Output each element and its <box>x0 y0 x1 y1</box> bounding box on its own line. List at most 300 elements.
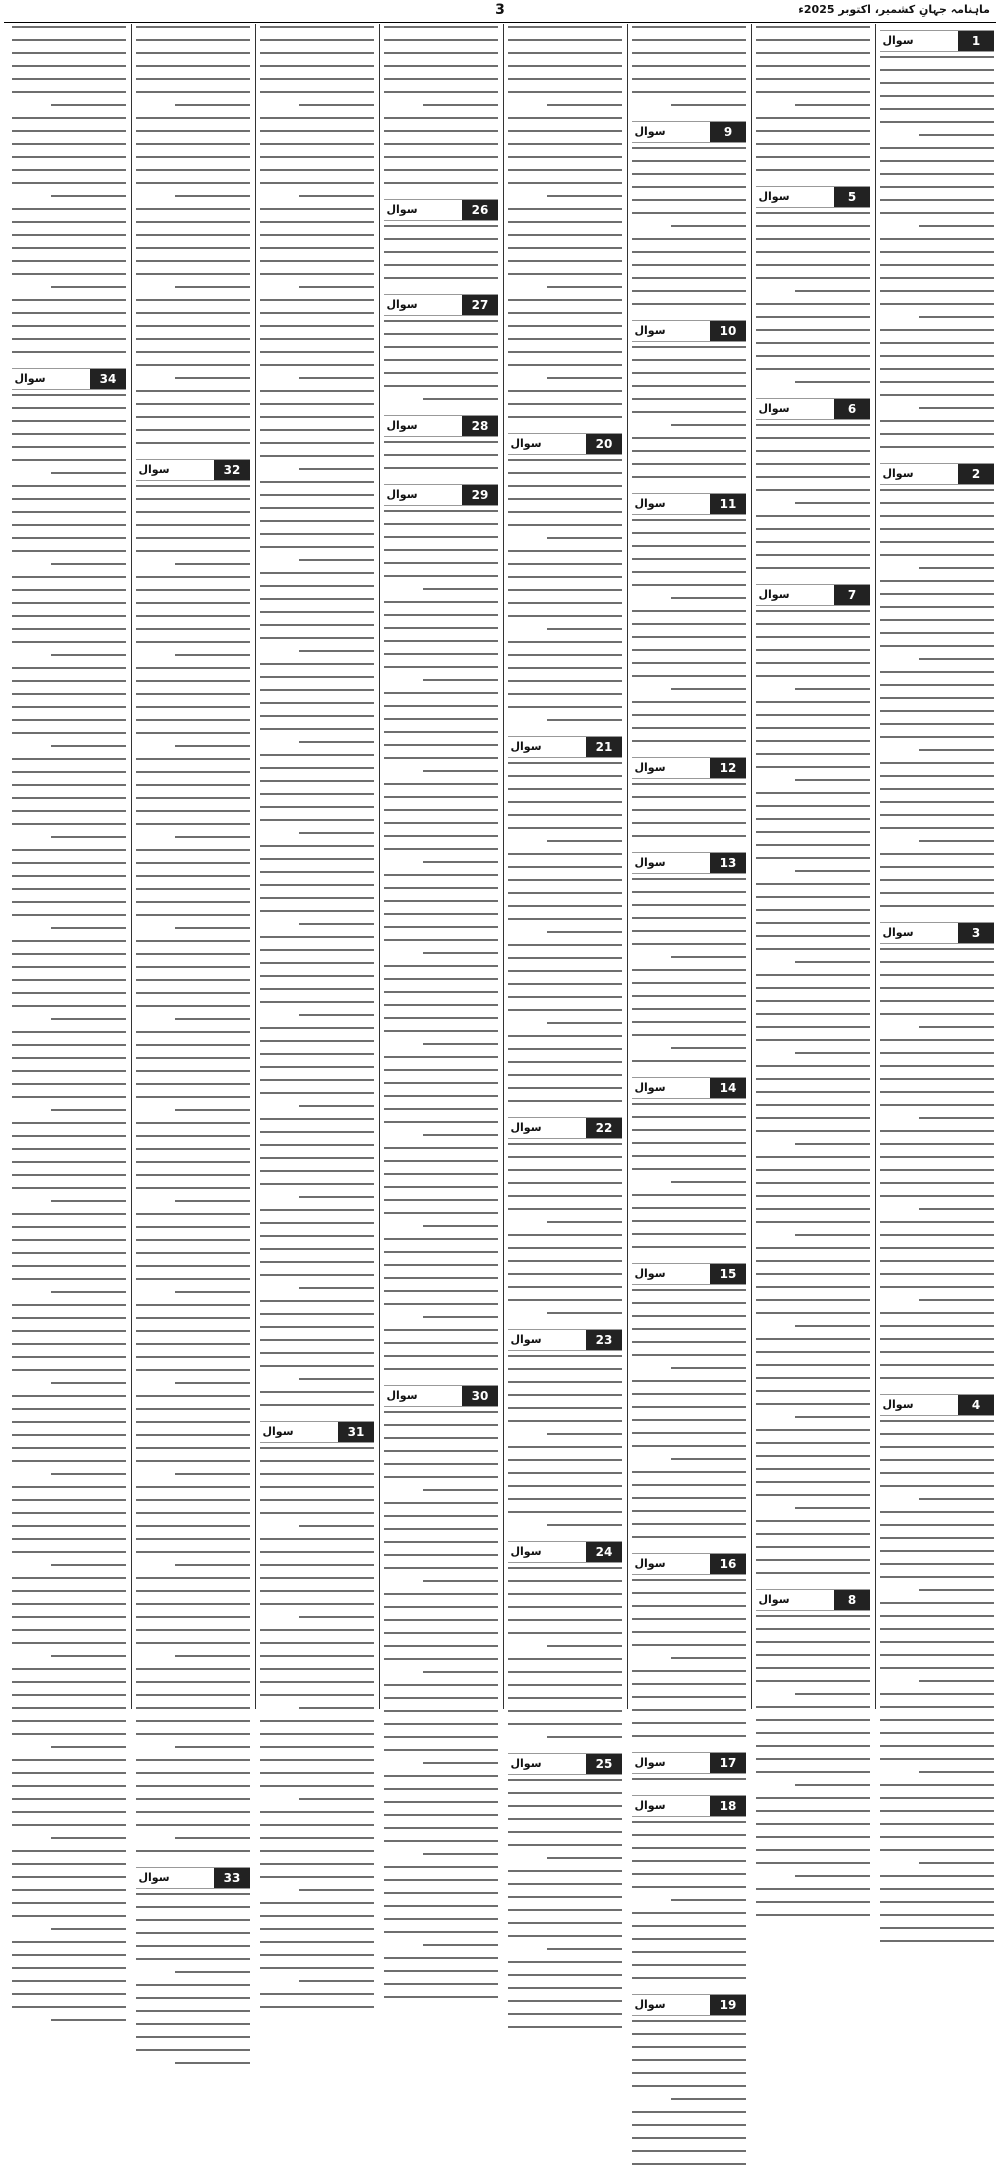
text-line <box>260 403 374 414</box>
text-line <box>12 260 126 271</box>
text-line <box>756 1039 870 1050</box>
text-line <box>508 1169 622 1180</box>
text-line <box>12 1863 126 1874</box>
text-line <box>508 1896 622 1907</box>
text-line <box>756 610 870 621</box>
text-line <box>508 1831 622 1842</box>
text-line <box>632 65 746 76</box>
text-line <box>632 2033 746 2044</box>
text-line <box>260 1079 374 1090</box>
text-line <box>260 728 374 739</box>
text-line <box>632 1860 746 1871</box>
question-number: 11 <box>710 494 746 514</box>
text-line <box>136 91 250 102</box>
text-line <box>756 1901 870 1912</box>
text-line <box>260 1092 374 1103</box>
text-line <box>384 809 498 820</box>
text-line <box>136 2023 250 2034</box>
text-line <box>260 975 374 986</box>
text-line <box>384 320 498 331</box>
text-line <box>508 312 622 323</box>
text-line <box>632 147 746 158</box>
text-line <box>756 212 870 223</box>
text-line <box>384 1892 498 1903</box>
text-line <box>880 1836 994 1847</box>
text-line <box>136 1174 250 1185</box>
text-line <box>136 1707 250 1718</box>
text-line <box>880 606 994 617</box>
text-line <box>508 1355 622 1366</box>
text-line <box>384 1814 498 1825</box>
text-line <box>12 615 126 626</box>
text-line <box>756 714 870 725</box>
text-line <box>632 1207 746 1218</box>
text-line <box>880 1286 994 1297</box>
text-line <box>136 312 250 323</box>
text-line <box>384 1983 498 1994</box>
text-line <box>508 1195 622 1206</box>
text-line <box>756 316 870 327</box>
text-line <box>12 641 126 652</box>
text-line <box>260 247 374 258</box>
text-line <box>384 1173 498 1184</box>
text-line <box>12 1265 126 1276</box>
text-line <box>632 917 746 928</box>
text-line <box>136 498 250 509</box>
text-line <box>880 645 994 656</box>
text-line <box>508 1697 622 1708</box>
column-divider <box>751 24 752 1709</box>
text-line <box>508 1844 622 1855</box>
text-line <box>136 849 250 860</box>
text-line <box>671 956 746 967</box>
text-line <box>12 2006 126 2017</box>
text-line <box>12 143 126 154</box>
text-line <box>508 1420 622 1431</box>
text-line <box>136 221 250 232</box>
text-line <box>508 641 622 652</box>
text-line <box>880 446 994 457</box>
text-line <box>384 1918 498 1929</box>
text-line <box>260 1564 374 1575</box>
text-line <box>756 623 870 634</box>
text-line <box>136 143 250 154</box>
text-line <box>384 441 498 452</box>
text-line <box>136 797 250 808</box>
text-line <box>508 1723 622 1734</box>
text-line <box>508 602 622 613</box>
text-line <box>136 117 250 128</box>
text-line <box>12 299 126 310</box>
text-line <box>880 671 994 682</box>
text-line <box>508 866 622 877</box>
text-line <box>795 961 870 972</box>
text-line <box>260 780 374 791</box>
text-line <box>508 1208 622 1219</box>
text-line <box>632 822 746 833</box>
text-line <box>51 1746 126 1757</box>
text-line <box>632 1977 746 1988</box>
text-line <box>632 346 746 357</box>
text-line <box>880 1221 994 1232</box>
text-line <box>260 1447 374 1458</box>
text-line <box>136 1278 250 1289</box>
text-line <box>136 1958 250 1969</box>
text-line <box>547 1948 622 1959</box>
text-line <box>384 454 498 465</box>
text-line <box>12 758 126 769</box>
text-line <box>632 463 746 474</box>
text-line <box>423 1762 498 1773</box>
text-line <box>51 745 126 756</box>
text-line <box>136 78 250 89</box>
text-line <box>136 416 250 427</box>
text-line <box>384 1411 498 1422</box>
text-line <box>136 953 250 964</box>
text-line <box>51 195 126 206</box>
text-line <box>136 1408 250 1419</box>
text-line <box>384 822 498 833</box>
text-line <box>384 1528 498 1539</box>
text-line <box>175 1837 250 1848</box>
question-marker <box>632 1994 746 2016</box>
text-line <box>919 1498 994 1509</box>
text-line <box>12 78 126 89</box>
text-line <box>508 1922 622 1933</box>
text-line <box>260 1460 374 1471</box>
text-line <box>756 78 870 89</box>
text-line <box>547 1312 622 1323</box>
text-line <box>12 91 126 102</box>
text-line <box>260 481 374 492</box>
text-line <box>880 1351 994 1362</box>
text-line <box>508 1593 622 1604</box>
text-line <box>12 485 126 496</box>
text-line <box>632 714 746 725</box>
text-line <box>880 1693 994 1704</box>
text-column <box>756 24 870 1709</box>
text-line <box>547 1524 622 1535</box>
text-line <box>299 741 374 752</box>
text-line <box>12 1772 126 1783</box>
text-line <box>756 675 870 686</box>
text-line <box>756 1546 870 1557</box>
text-line <box>880 1472 994 1483</box>
text-line <box>136 390 250 401</box>
text-line <box>423 398 498 409</box>
text-line <box>919 134 994 145</box>
text-line <box>880 95 994 106</box>
text-line <box>756 792 870 803</box>
text-line <box>547 719 622 730</box>
text-line <box>136 1005 250 1016</box>
text-line <box>384 1368 498 1379</box>
text-line <box>260 1603 374 1614</box>
text-line <box>880 619 994 630</box>
text-line <box>136 1187 250 1198</box>
text-line <box>12 1070 126 1081</box>
text-line <box>136 810 250 821</box>
text-line <box>880 788 994 799</box>
text-line <box>880 342 994 353</box>
text-line <box>136 1421 250 1432</box>
text-line <box>795 1416 870 1427</box>
column-divider <box>131 24 132 1709</box>
text-line <box>632 450 746 461</box>
text-line <box>12 771 126 782</box>
text-line <box>12 1538 126 1549</box>
text-line <box>12 1590 126 1601</box>
text-line <box>299 1525 374 1536</box>
text-line <box>12 524 126 535</box>
text-line <box>12 221 126 232</box>
text-line <box>136 325 250 336</box>
text-line <box>880 987 994 998</box>
text-line <box>136 1525 250 1536</box>
text-line <box>260 1837 374 1848</box>
text-line <box>384 757 498 768</box>
text-line <box>508 563 622 574</box>
question-word: سوال <box>882 467 914 480</box>
text-line <box>384 251 498 262</box>
text-line <box>260 1486 374 1497</box>
text-line <box>632 1497 746 1508</box>
text-line <box>384 372 498 383</box>
text-line <box>547 840 622 851</box>
text-line <box>880 1823 994 1834</box>
text-line <box>12 732 126 743</box>
text-line <box>880 1446 994 1457</box>
text-line <box>260 1538 374 1549</box>
text-line <box>756 1130 870 1141</box>
text-line <box>795 1325 870 1336</box>
question-number: 33 <box>214 1868 250 1888</box>
text-line <box>384 1788 498 1799</box>
text-column <box>12 24 126 1709</box>
text-line <box>136 966 250 977</box>
question-number: 8 <box>834 1590 870 1610</box>
text-line <box>136 260 250 271</box>
text-line <box>508 550 622 561</box>
text-line <box>880 82 994 93</box>
text-line <box>12 130 126 141</box>
text-line <box>12 117 126 128</box>
text-line <box>12 1694 126 1705</box>
text-line <box>12 1889 126 1900</box>
text-line <box>508 827 622 838</box>
text-line <box>671 597 746 608</box>
text-line <box>12 1174 126 1185</box>
text-line <box>136 1906 250 1917</box>
text-line <box>384 939 498 950</box>
text-line <box>299 195 374 206</box>
text-line <box>136 1603 250 1614</box>
text-line <box>508 130 622 141</box>
text-line <box>260 169 374 180</box>
text-line <box>260 1759 374 1770</box>
text-line <box>51 1473 126 1484</box>
text-line <box>632 1709 746 1720</box>
text-line <box>756 567 870 578</box>
question-word: سوال <box>138 1871 170 1884</box>
text-line <box>756 1680 870 1691</box>
text-line <box>260 1668 374 1679</box>
text-line <box>12 1304 126 1315</box>
text-line <box>260 312 374 323</box>
text-line <box>51 1018 126 1029</box>
question-word: سوال <box>386 1389 418 1402</box>
question-number: 22 <box>586 1118 622 1138</box>
text-line <box>12 849 126 860</box>
text-line <box>12 1343 126 1354</box>
text-line <box>136 706 250 717</box>
text-line <box>384 1749 498 1760</box>
text-line <box>756 489 870 500</box>
text-line <box>260 1499 374 1510</box>
text-line <box>384 640 498 651</box>
text-line <box>508 39 622 50</box>
text-line <box>136 39 250 50</box>
text-line <box>508 338 622 349</box>
text-line <box>384 1684 498 1695</box>
text-line <box>384 385 498 396</box>
text-line <box>756 342 870 353</box>
text-line <box>175 654 250 665</box>
text-line <box>795 779 870 790</box>
question-number: 34 <box>90 369 126 389</box>
text-line <box>384 1931 498 1942</box>
text-line <box>12 234 126 245</box>
question-marker <box>508 736 622 758</box>
text-line <box>384 965 498 976</box>
text-line <box>880 515 994 526</box>
text-line <box>508 1632 622 1643</box>
text-line <box>880 1758 994 1769</box>
text-line <box>12 312 126 323</box>
text-line <box>508 1087 622 1098</box>
question-number: 4 <box>958 1395 994 1415</box>
text-line <box>508 1987 622 1998</box>
text-line <box>880 1420 994 1431</box>
text-line <box>384 1082 498 1093</box>
question-number: 31 <box>338 1422 374 1442</box>
text-line <box>795 104 870 115</box>
text-line <box>384 26 498 37</box>
text-line <box>299 1616 374 1627</box>
text-line <box>508 390 622 401</box>
text-line <box>384 1069 498 1080</box>
text-line <box>260 1261 374 1272</box>
text-line <box>51 1655 126 1666</box>
text-line <box>880 1784 994 1795</box>
text-line <box>919 1026 994 1037</box>
text-line <box>12 1811 126 1822</box>
text-line <box>136 130 250 141</box>
question-marker <box>756 186 870 208</box>
text-line <box>632 2163 746 2174</box>
text-line <box>12 940 126 951</box>
text-line <box>12 862 126 873</box>
text-line <box>384 156 498 167</box>
question-marker <box>508 1117 622 1139</box>
text-line <box>508 1805 622 1816</box>
text-line <box>12 65 126 76</box>
text-line <box>12 208 126 219</box>
text-line <box>384 783 498 794</box>
text-line <box>632 2111 746 2122</box>
text-line <box>508 1182 622 1193</box>
text-line <box>384 991 498 1002</box>
text-line <box>260 1694 374 1705</box>
text-line <box>12 394 126 405</box>
text-line <box>632 584 746 595</box>
text-line <box>384 1996 498 2007</box>
text-line <box>508 693 622 704</box>
text-line <box>299 1287 374 1298</box>
text-line <box>175 1109 250 1120</box>
question-marker <box>632 1077 746 1099</box>
text-line <box>508 1446 622 1457</box>
text-line <box>175 1971 250 1982</box>
question-word: سوال <box>882 34 914 47</box>
text-line <box>756 1797 870 1808</box>
text-line <box>508 918 622 929</box>
text-line <box>880 697 994 708</box>
text-line <box>632 1683 746 1694</box>
text-line <box>12 1317 126 1328</box>
text-line <box>880 1927 994 1938</box>
text-line <box>51 104 126 115</box>
text-line <box>136 234 250 245</box>
text-line <box>260 143 374 154</box>
text-line <box>756 1719 870 1730</box>
text-line <box>260 1118 374 1129</box>
text-line <box>384 835 498 846</box>
text-line <box>880 853 994 864</box>
text-line <box>547 1221 622 1232</box>
text-line <box>880 264 994 275</box>
text-line <box>260 1313 374 1324</box>
text-line <box>880 814 994 825</box>
text-line <box>880 121 994 132</box>
text-line <box>795 381 870 392</box>
text-line <box>384 1437 498 1448</box>
text-line <box>136 1850 250 1861</box>
text-line <box>632 1034 746 1045</box>
text-line <box>632 982 746 993</box>
question-word: سوال <box>634 856 666 869</box>
text-line <box>12 1460 126 1471</box>
text-line <box>632 1925 746 1936</box>
text-line <box>756 554 870 565</box>
text-line <box>260 1404 374 1415</box>
text-line <box>12 693 126 704</box>
text-line <box>136 2049 250 2060</box>
text-line <box>880 1052 994 1063</box>
text-line <box>671 225 746 236</box>
text-line <box>260 1551 374 1562</box>
text-line <box>136 914 250 925</box>
text-line <box>384 1619 498 1630</box>
column-divider <box>255 24 256 1709</box>
text-line <box>756 1771 870 1782</box>
text-line <box>632 891 746 902</box>
text-line <box>384 731 498 742</box>
text-line <box>260 429 374 440</box>
text-line <box>508 1779 622 1790</box>
text-line <box>508 654 622 665</box>
question-marker <box>756 398 870 420</box>
